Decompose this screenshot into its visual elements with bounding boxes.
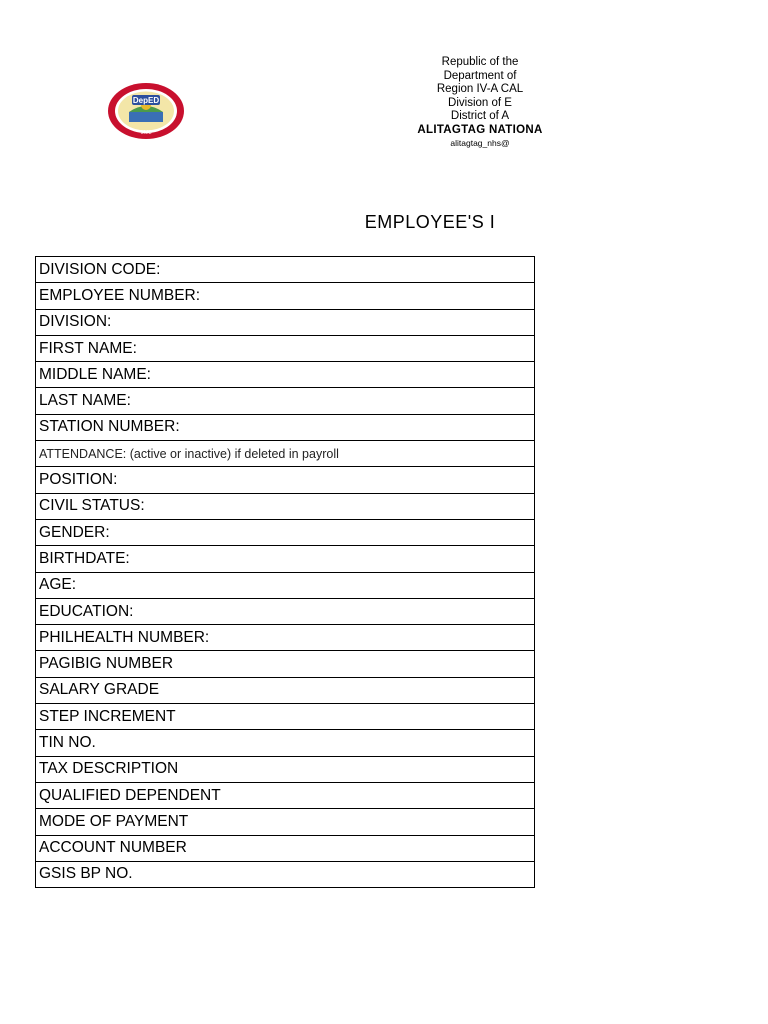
letterhead [280, 56, 680, 149]
field-label: MIDDLE NAME: [36, 362, 535, 388]
field-label: EMPLOYEE NUMBER: [36, 283, 535, 309]
field-label: QUALIFIED DEPENDENT [36, 782, 535, 808]
field-label: TIN NO. [36, 730, 535, 756]
field-label: STEP INCREMENT [36, 704, 535, 730]
table-row [36, 467, 535, 493]
field-label: DIVISION CODE: [36, 257, 535, 283]
field-label: BIRTHDATE: [36, 546, 535, 572]
field-label: PAGIBIG NUMBER [36, 651, 535, 677]
letterhead-line-5: District of A [450, 110, 510, 122]
letterhead-line-2: Department of [443, 69, 517, 82]
table-row [36, 835, 535, 861]
field-label: POSITION: [36, 467, 535, 493]
letterhead-line-1: Republic of the [441, 56, 519, 68]
field-label: PHILHEALTH NUMBER: [36, 625, 535, 651]
table-row [36, 677, 535, 703]
document-title: EMPLOYEE'S I [364, 212, 496, 232]
field-label: MODE OF PAYMENT [36, 809, 535, 835]
svg-text:1923: 1923 [140, 130, 152, 136]
table-row [36, 546, 535, 572]
field-label: DIVISION: [36, 309, 535, 335]
table-row [36, 519, 535, 545]
field-label: TAX DESCRIPTION [36, 756, 535, 782]
field-label: EDUCATION: [36, 598, 535, 624]
table-row [36, 730, 535, 756]
school-email: alitagtag_nhs@ [450, 138, 510, 148]
field-label: FIRST NAME: [36, 335, 535, 361]
field-label: CIVIL STATUS: [36, 493, 535, 519]
table-row [36, 704, 535, 730]
field-label: LAST NAME: [36, 388, 535, 414]
employee-info-table [35, 256, 535, 888]
table-row [36, 388, 535, 414]
table-row [36, 335, 535, 361]
table-row [36, 598, 535, 624]
table-row [36, 861, 535, 887]
table-row [36, 309, 535, 335]
svg-text:DepED: DepED [132, 96, 160, 105]
field-label: ACCOUNT NUMBER [36, 835, 535, 861]
table-row [36, 809, 535, 835]
field-label: GENDER: [36, 519, 535, 545]
deped-seal-icon [107, 82, 185, 140]
letterhead-line-4: Division of E [448, 96, 512, 109]
table-row [36, 572, 535, 598]
field-label: GSIS BP NO. [36, 861, 535, 887]
table-row [36, 651, 535, 677]
table-row [36, 414, 535, 440]
school-name: ALITAGTAG NATIONA [417, 123, 543, 136]
field-label: STATION NUMBER: [36, 414, 535, 440]
table-row [36, 283, 535, 309]
table-row [36, 362, 535, 388]
field-label: SALARY GRADE [36, 677, 535, 703]
field-label: ATTENDANCE: (active or inactive) if deleted in payroll [36, 441, 535, 467]
letterhead-line-3: Region IV-A CAL [436, 83, 524, 95]
table-row [36, 257, 535, 283]
field-label: AGE: [36, 572, 535, 598]
table-row [36, 625, 535, 651]
table-row [36, 493, 535, 519]
table-row [36, 782, 535, 808]
table-row [36, 441, 535, 467]
table-row [36, 756, 535, 782]
